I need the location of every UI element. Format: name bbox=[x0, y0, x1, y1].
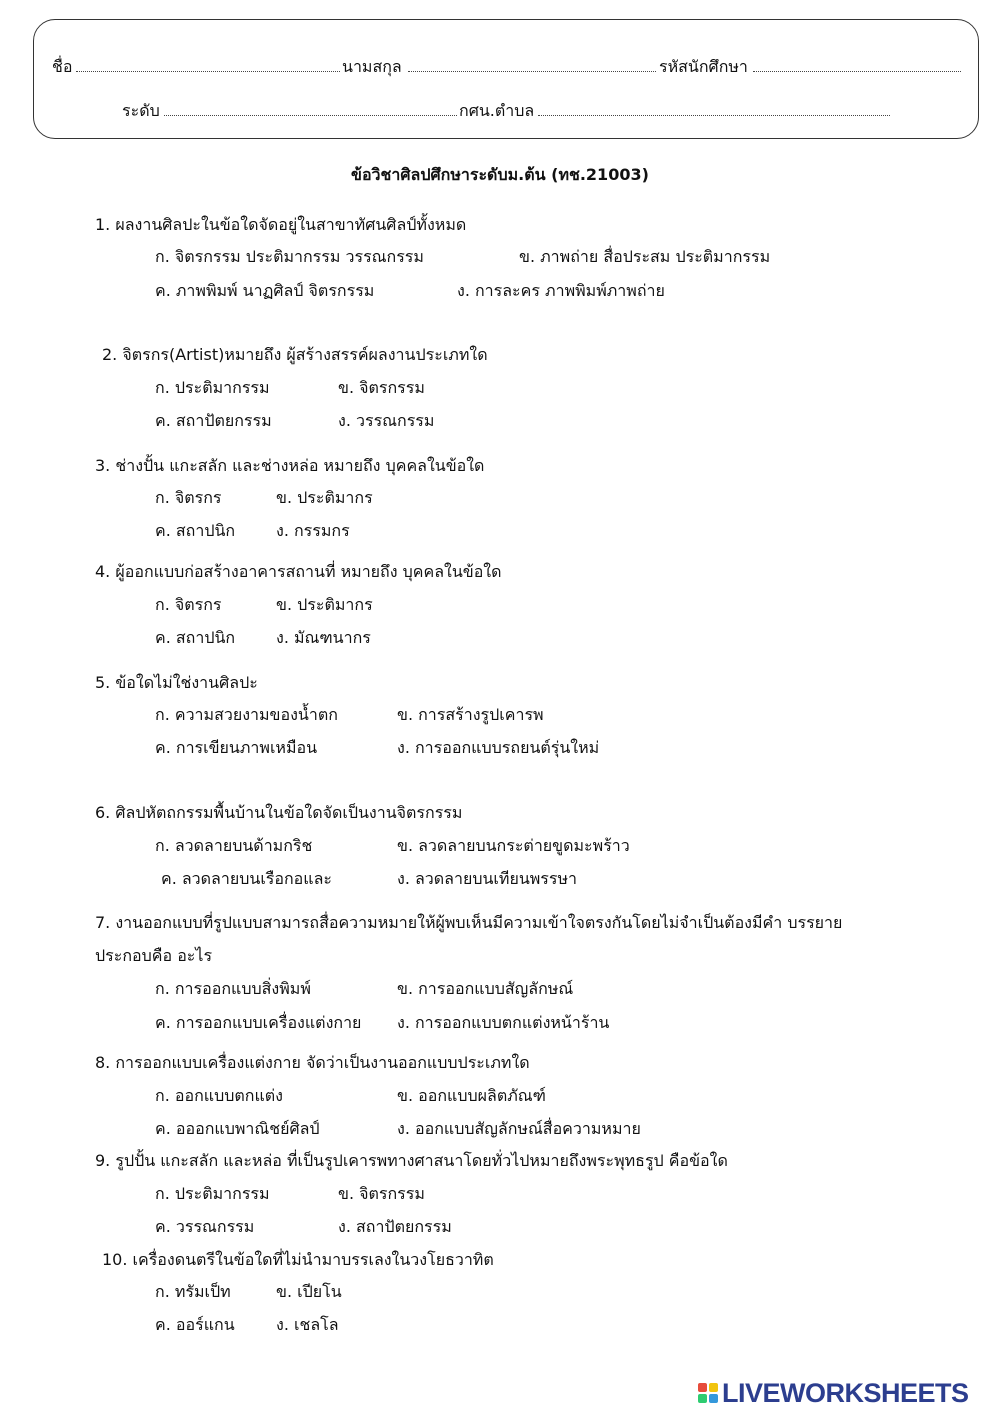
q1-option-a[interactable]: ก. จิตรกรรม ประติมากรรม วรรณกรรม bbox=[155, 247, 424, 266]
liveworksheets-logo-icon bbox=[698, 1383, 718, 1403]
q9-option-c[interactable]: ค. วรรณกรรม bbox=[155, 1217, 255, 1236]
surname-label: นามสกุล bbox=[342, 57, 402, 76]
question-5: 5. ข้อใดไม่ใช่งานศิลปะ bbox=[95, 673, 258, 692]
q1-option-c[interactable]: ค. ภาพพิมพ์ นาฏศิลป์ จิตรกรรม bbox=[155, 281, 375, 300]
level-field[interactable] bbox=[164, 115, 457, 116]
question-9: 9. รูปปั้น แกะสลัก และหล่อ ที่เป็นรูปเคารพทางศาสนาโดยทั่วไปหมายถึงพระพุทธรูป คือข้อใด bbox=[95, 1151, 728, 1170]
q7-option-c[interactable]: ค. การออกแบบเครื่องแต่งกาย bbox=[155, 1013, 362, 1032]
level-label: ระดับ bbox=[122, 101, 160, 120]
q2-option-a[interactable]: ก. ประติมากรรม bbox=[155, 378, 270, 397]
center-label: กศน.ตำบล bbox=[459, 101, 535, 120]
q10-option-b[interactable]: ข. เปียโน bbox=[276, 1282, 342, 1301]
q8-option-c[interactable]: ค. อออกแบพาณิชย์ศิลป์ bbox=[155, 1119, 320, 1138]
q7-option-d[interactable]: ง. การออกแบบตกแต่งหน้าร้าน bbox=[397, 1013, 610, 1032]
q8-option-a[interactable]: ก. ออกแบบตกแต่ง bbox=[155, 1086, 283, 1105]
q1-option-b[interactable]: ข. ภาพถ่าย สื่อประสม ประติมากรรม bbox=[519, 247, 771, 266]
q3-option-c[interactable]: ค. สถาปนิก bbox=[155, 521, 236, 540]
q3-option-d[interactable]: ง. กรรมกร bbox=[276, 521, 350, 540]
question-2: 2. จิตรกร(Artist)หมายถึง ผู้สร้างสรรค์ผลงานประเภทใด bbox=[102, 345, 488, 364]
question-4: 4. ผู้ออกแบบก่อสร้างอาคารสถานที่ หมายถึง บุคคลในข้อใด bbox=[95, 562, 502, 581]
question-8: 8. การออกแบบเครื่องแต่งกาย จัดว่าเป็นงานออกแบบประเภทใด bbox=[95, 1053, 530, 1072]
q4-option-c[interactable]: ค. สถาปนิก bbox=[155, 628, 236, 647]
q10-option-c[interactable]: ค. ออร์แกน bbox=[155, 1315, 235, 1334]
q6-option-a[interactable]: ก. ลวดลายบนด้ามกริช bbox=[155, 836, 313, 855]
q10-option-d[interactable]: ง. เชลโล bbox=[276, 1315, 339, 1334]
question-3: 3. ช่างปั้น แกะสลัก และช่างหล่อ หมายถึง บุคคลในข้อใด bbox=[95, 456, 485, 475]
q4-option-b[interactable]: ข. ประติมากร bbox=[276, 595, 373, 614]
q7-option-b[interactable]: ข. การออกแบบสัญลักษณ์ bbox=[397, 979, 574, 998]
q5-option-a[interactable]: ก. ความสวยงามของน้ำตก bbox=[155, 705, 338, 724]
q5-option-b[interactable]: ข. การสร้างรูปเคารพ bbox=[397, 705, 544, 724]
q5-option-d[interactable]: ง. การออกแบบรถยนต์รุ่นใหม่ bbox=[397, 738, 600, 757]
q9-option-d[interactable]: ง. สถาปัตยกรรม bbox=[338, 1217, 452, 1236]
q6-option-b[interactable]: ข. ลวดลายบนกระต่ายขูดมะพร้าว bbox=[397, 836, 630, 855]
liveworksheets-logo[interactable] bbox=[698, 1378, 969, 1408]
name-field[interactable] bbox=[76, 71, 340, 72]
q4-option-a[interactable]: ก. จิตรกร bbox=[155, 595, 222, 614]
student-id-field[interactable] bbox=[753, 71, 961, 72]
q2-option-d[interactable]: ง. วรรณกรรม bbox=[338, 411, 435, 430]
student-id-label: รหัสนักศึกษา bbox=[659, 57, 748, 76]
student-info-box bbox=[33, 19, 979, 139]
q5-option-c[interactable]: ค. การเขียนภาพเหมือน bbox=[155, 738, 318, 757]
q3-option-a[interactable]: ก. จิตรกร bbox=[155, 488, 222, 507]
q10-option-a[interactable]: ก. ทรัมเป็ท bbox=[155, 1282, 231, 1301]
q3-option-b[interactable]: ข. ประติมากร bbox=[276, 488, 373, 507]
question-1: 1. ผลงานศิลปะในข้อใดจัดอยู่ในสาขาทัศนศิลป์ทั้งหมด bbox=[95, 215, 467, 234]
q8-option-b[interactable]: ข. ออกแบบผลิตภัณฑ์ bbox=[397, 1086, 546, 1105]
liveworksheets-logo-text: LIVEWORKSHEETS bbox=[722, 1377, 969, 1408]
q2-option-c[interactable]: ค. สถาปัตยกรรม bbox=[155, 411, 272, 430]
q9-option-b[interactable]: ข. จิตรกรรม bbox=[338, 1184, 425, 1203]
question-7-continued: ประกอบคือ อะไร bbox=[95, 946, 213, 965]
question-7: 7. งานออกแบบที่รูปแบบสามารถสื่อความหมายให้ผู้พบเห็นมีความเข้าใจตรงกันโดยไม่จำเป็นต้องมีคำ บรรยาย bbox=[95, 913, 843, 932]
q6-option-d[interactable]: ง. ลวดลายบนเทียนพรรษา bbox=[397, 869, 578, 888]
q1-option-d[interactable]: ง. การละคร ภาพพิมพ์ภาพถ่าย bbox=[457, 281, 665, 300]
q7-option-a[interactable]: ก. การออกแบบสิ่งพิมพ์ bbox=[155, 979, 311, 998]
q8-option-d[interactable]: ง. ออกแบบสัญลักษณ์สื่อความหมาย bbox=[397, 1119, 641, 1138]
q9-option-a[interactable]: ก. ประติมากรรม bbox=[155, 1184, 270, 1203]
page-title: ข้อวิชาศิลปศึกษาระดับม.ต้น (ทช.21003) bbox=[351, 165, 649, 184]
question-10: 10. เครื่องดนตรีในข้อใดที่ไม่นำมาบรรเลงในวงโยธวาทิต bbox=[102, 1250, 494, 1269]
surname-field[interactable] bbox=[408, 71, 656, 72]
q6-option-c[interactable]: ค. ลวดลายบนเรือกอและ bbox=[161, 869, 332, 888]
question-6: 6. ศิลปหัตถกรรมพื้นบ้านในข้อใดจัดเป็นงานจิตรกรรม bbox=[95, 803, 463, 822]
name-label: ชื่อ bbox=[52, 57, 73, 76]
q2-option-b[interactable]: ข. จิตรกรรม bbox=[338, 378, 425, 397]
center-field[interactable] bbox=[538, 115, 890, 116]
q4-option-d[interactable]: ง. มัณฑนากร bbox=[276, 628, 371, 647]
